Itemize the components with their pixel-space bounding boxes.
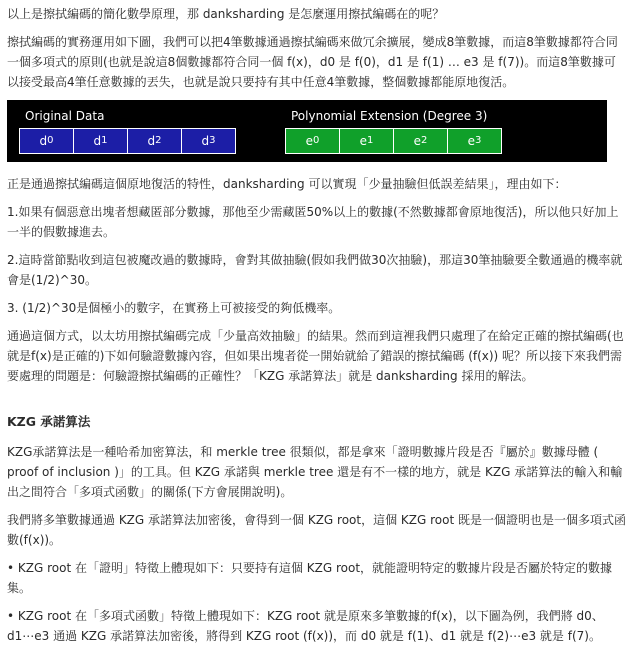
- data-cell-e2: e 2: [393, 128, 447, 154]
- data-cell-d0: d 0: [19, 128, 73, 154]
- data-cell-d1: d 1: [73, 128, 127, 154]
- bullet-item: • KZG root 在「多項式函數」特徵上體現如下：KZG root 就是原來多筆數據的f(x)，以下圖為例，我們將 d0、d1⋯e3 通過 KZG 承諾算法加密後，將得到 KZG root (f(x))，而 d0 就是 f(1)、d1 就是 f(2)⋯e3 就是 f(7)。: [7, 609, 604, 643]
- paragraph-erasure-coding: 擦拭編碼的實務運用如下圖，我們可以把4筆數據通過擦拭編碼來做冗余擴展，變成8筆數據，而這8筆數據都符合同一個多項式的原則(也就是說這8個數據都符合同一個 f(x)，d0 是 f(0)，d1 是 f(1) … e3 是 f(7))。而這8筆數據可以接受最高4筆任意數據的丟失，也就是說只要持有其中任意4筆數據，整個數據都能原地復活。: [7, 35, 618, 89]
- paragraph-kzg-transition: 通過這個方式，以太坊用擦拭編碼完成「少量高效抽驗」的結果。然而到這裡我們只處理了在給定正確的擦拭編碼(也就是f(x)是正確的)下如何驗證數據內容，但如果出塊者從一開始就給了錯誤的擦拭編碼 (f(x)) 呢？所以接下來我們需要處理的問題是：何驗證擦拭編碼的正確性？「KZG 承諾算法」就是 danksharding 採用的解法。: [7, 329, 624, 383]
- polynomial-extension-title: Polynomial Extension (Degree 3): [291, 109, 488, 123]
- paragraph-kzg-root: 我們將多筆數據通過 KZG 承諾算法加密後，會得到一個 KZG root，這個 KZG root 既是一個證明也是一個多項式函數(f(x))。: [7, 513, 626, 547]
- original-data-title: Original Data: [25, 109, 105, 123]
- reason-item: 2.這時當節點收到這包被魔改過的數據時，會對其做抽驗(假如我們做30次抽驗)，那這30筆抽驗要全數通過的機率就會是(1/2)^30。: [7, 253, 623, 287]
- kzg-section-heading: KZG 承諾算法: [7, 414, 91, 429]
- erasure-coding-figure: [7, 100, 607, 162]
- reason-item: 1.如果有個惡意出塊者想藏匿部分數據，那他至少需藏匿50%以上的數據(不然數據都會原地復活)，所以他只好加上一半的假數據進去。: [7, 205, 619, 239]
- paragraph-kzg-intro: KZG承諾算法是一種哈希加密算法，和 merkle tree 很類似，都是拿來「證明數據片段是否『屬於』數據母體 ( proof of inclusion )」的工具。但 KZG 承諾與 merkle tree 還是有不一樣的地方，就是 KZG 承諾算法的輸入和輸出之間符合「多項式函數」的關係(下方會展開說明)。: [7, 445, 623, 499]
- paragraph-sampling-intro: 正是通過擦拭編碼這個原地復活的特性，danksharding 可以實現「少量抽驗但低誤差結果」，理由如下：: [7, 177, 567, 191]
- original-data-row: [19, 128, 236, 154]
- intro-question: 以上是擦拭編碼的簡化數學原理，那 danksharding 是怎麼運用擦拭編碼在的呢？: [7, 7, 445, 21]
- extension-data-row: [285, 128, 502, 154]
- reason-item: 3. (1/2)^30是個極小的數字，在實務上可被接受的夠低機率。: [7, 301, 341, 315]
- bullet-item: • KZG root 在「證明」特徵上體現如下：只要持有這個 KZG root，就能證明特定的數據片段是否屬於特定的數據集。: [7, 561, 613, 595]
- data-cell-d3: d 3: [181, 128, 236, 154]
- data-cell-e0: e 0: [285, 128, 339, 154]
- data-cell-e3: e 3: [447, 128, 502, 154]
- data-cell-d2: d 2: [127, 128, 181, 154]
- data-cell-e1: e 1: [339, 128, 393, 154]
